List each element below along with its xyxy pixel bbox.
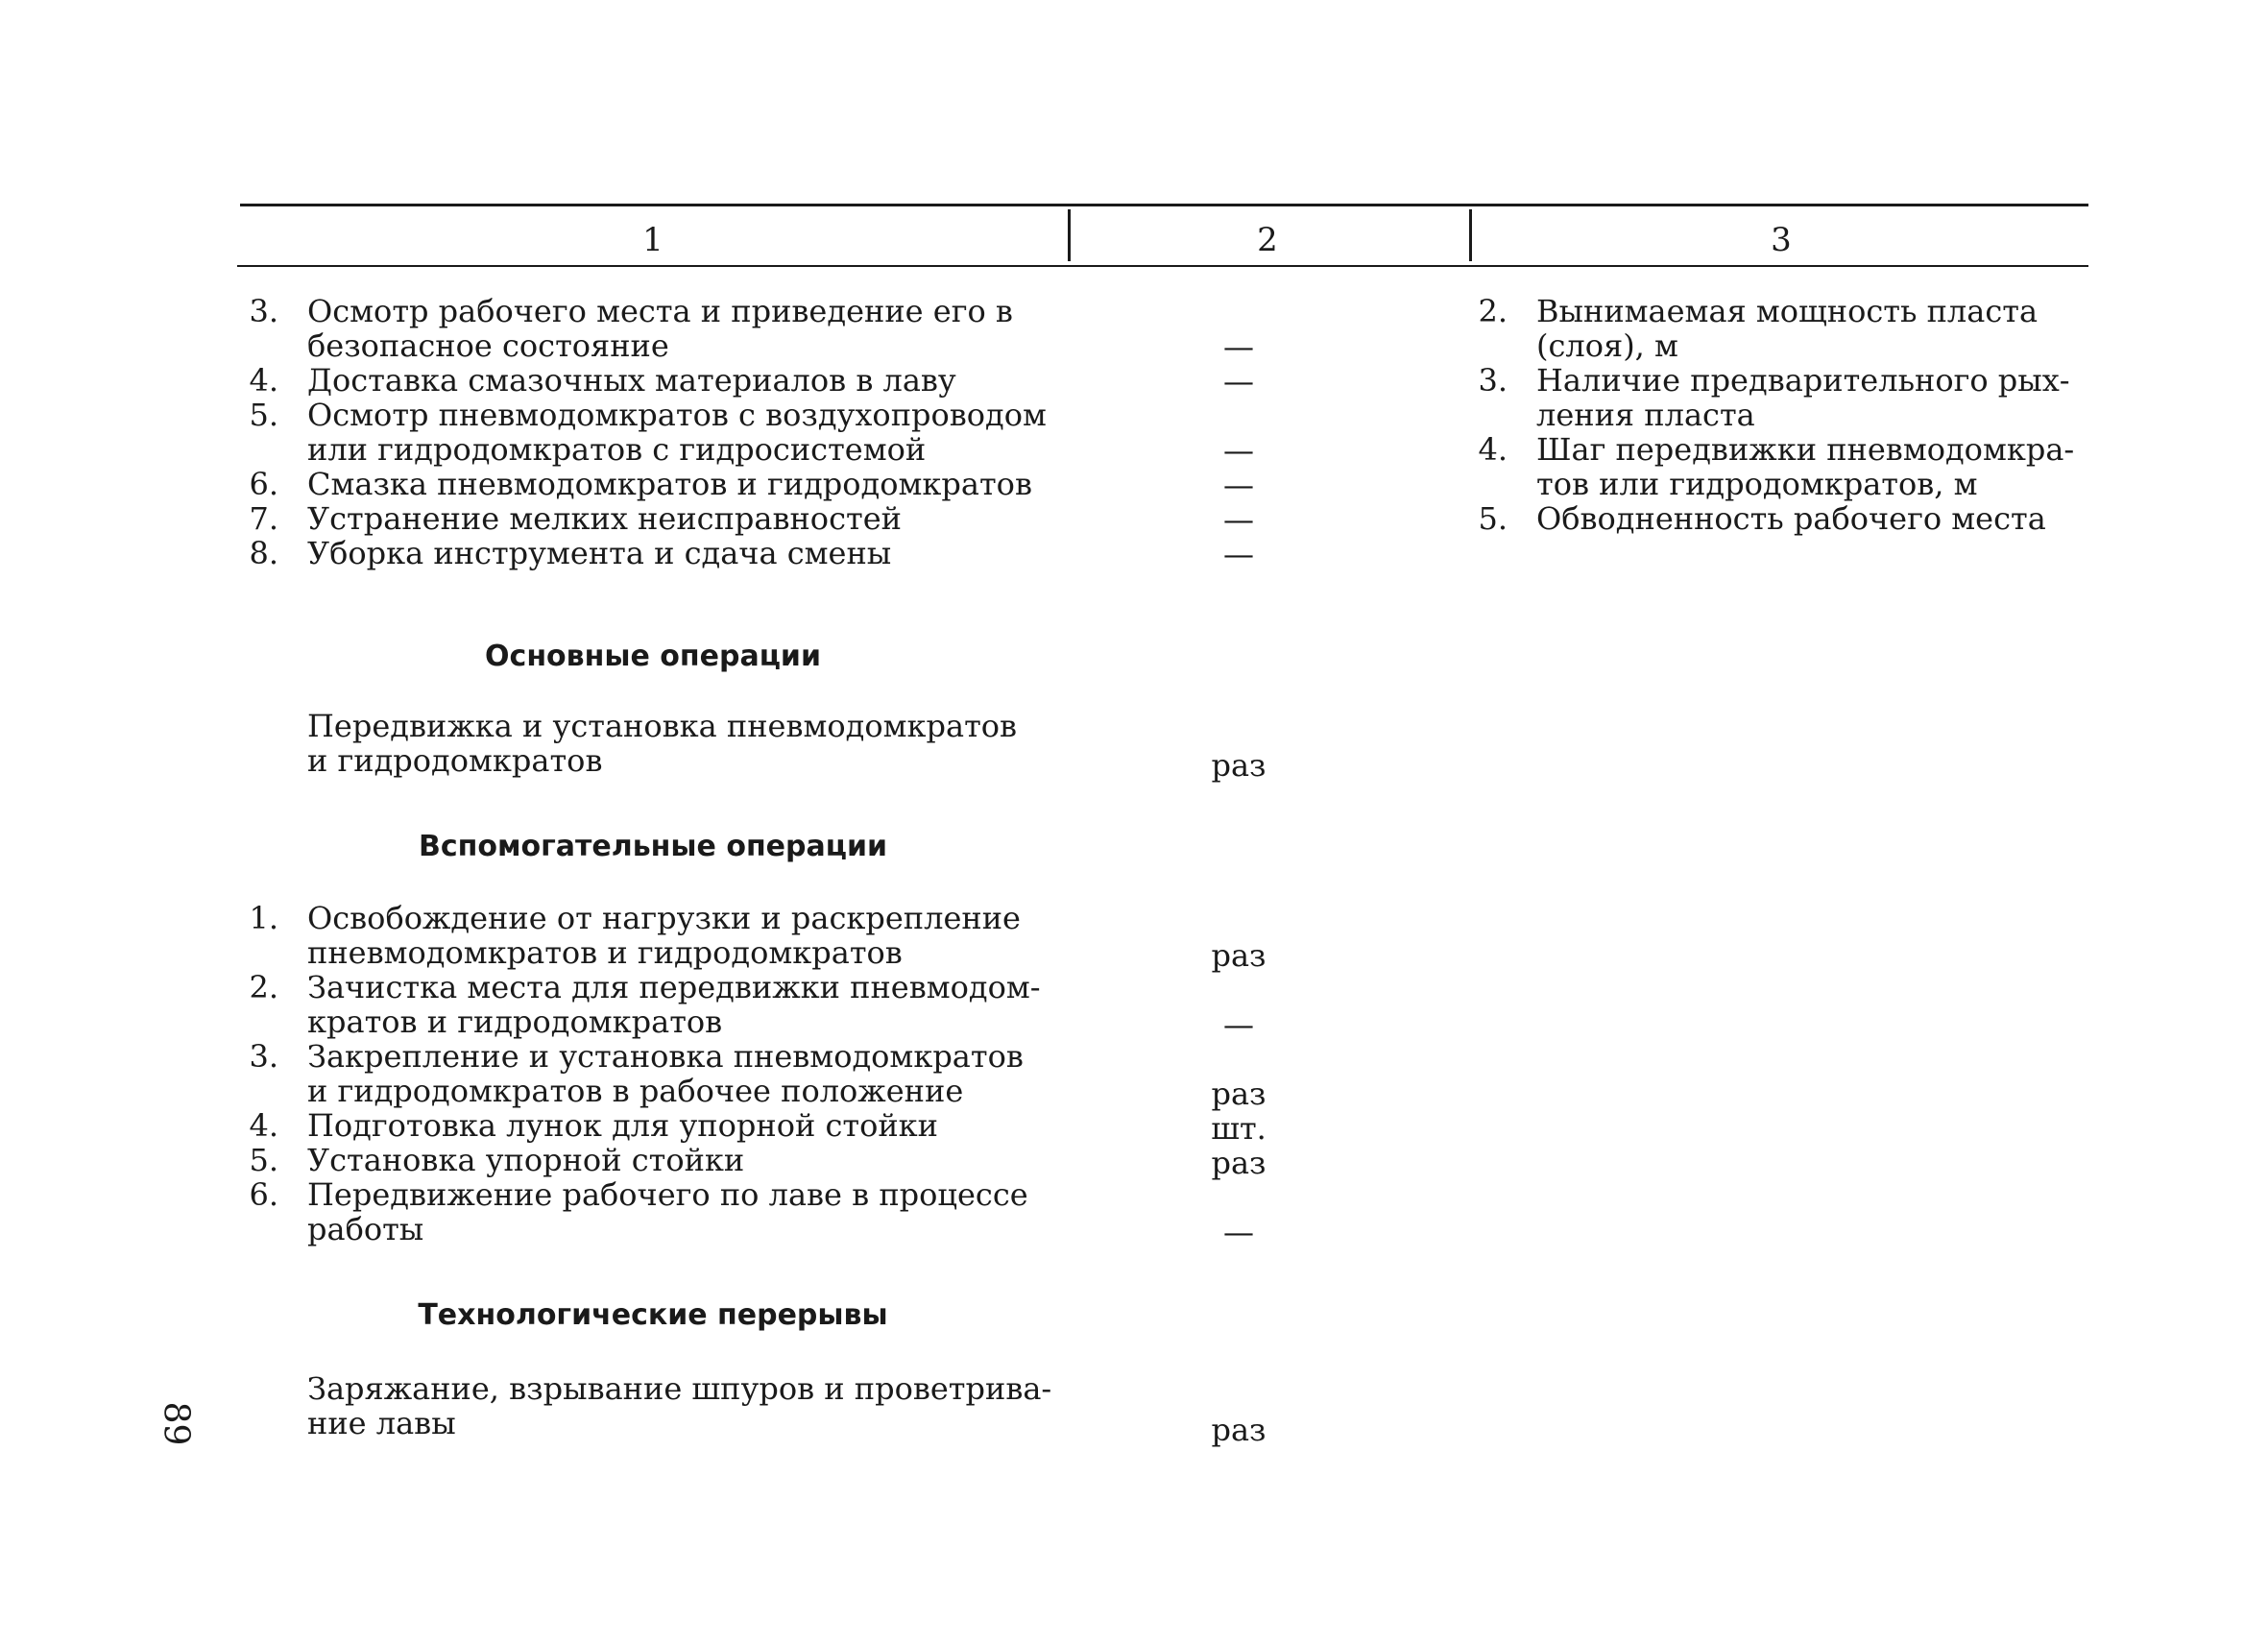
main-ops-block xyxy=(240,709,1066,778)
table-top-rule xyxy=(240,204,2088,206)
item-text-line: Закрепление и установка пневмодомкратов xyxy=(307,1038,1024,1075)
item-text-line: и гидродомкратов xyxy=(307,742,603,779)
column-header-3: 3 xyxy=(1771,221,1792,259)
list-item xyxy=(240,1371,1066,1440)
item-number: 4. xyxy=(249,1107,278,1144)
item-text-line: Осмотр рабочего места и приведение его в xyxy=(307,293,1013,329)
item-text-line: Осмотр пневмодомкратов с воздухопроводом xyxy=(307,397,1047,433)
list-item xyxy=(240,970,1066,1039)
factor-text-line: Обводненность рабочего места xyxy=(1536,500,2046,537)
factor-text-line: Вынимаемая мощность пласта xyxy=(1536,293,2039,329)
item-text-line: кратов и гидродомкратов xyxy=(307,1004,723,1040)
item-text-line: ние лавы xyxy=(307,1405,456,1441)
page-number: 89 xyxy=(156,1401,196,1446)
item-number: 5. xyxy=(249,397,278,433)
unit-cell: раз xyxy=(1211,1076,1267,1112)
unit-cell: шт. xyxy=(1211,1110,1267,1147)
unit-cell: — xyxy=(1223,536,1254,572)
list-item xyxy=(240,1108,1066,1143)
item-text-line: Передвижение рабочего по лаве в процессе xyxy=(307,1176,1028,1213)
column-header-2: 2 xyxy=(1257,221,1278,259)
list-item xyxy=(240,398,1066,467)
list-item xyxy=(240,363,1066,398)
item-number: 3. xyxy=(249,1038,278,1075)
item-text-line: Зачистка места для передвижки пневмодом- xyxy=(307,969,1041,1005)
list-item xyxy=(240,294,1066,363)
unit-cell: — xyxy=(1223,328,1254,365)
list-item xyxy=(240,536,1066,570)
unit-cell: — xyxy=(1223,501,1254,538)
factor-number: 4. xyxy=(1478,431,1508,468)
factor-text-line: ления пласта xyxy=(1536,397,1755,433)
section-heading-tech-breaks: Технологические перерывы xyxy=(418,1298,888,1332)
table-header-bottom-rule xyxy=(237,265,2088,267)
factor-item xyxy=(1469,501,2122,536)
item-text-line: Устранение мелких неисправностей xyxy=(307,500,902,537)
tech-breaks-block xyxy=(240,1371,1066,1440)
section-heading-main-ops: Основные операции xyxy=(485,640,821,673)
item-text-line: безопасное состояние xyxy=(307,327,669,364)
item-text-line: Передвижка и установка пневмодомкратов xyxy=(307,708,1018,744)
item-number: 7. xyxy=(249,500,278,537)
section-heading-aux-ops: Вспомогательные операции xyxy=(418,830,888,863)
item-number: 6. xyxy=(249,466,278,502)
item-text-line: Смазка пневмодомкратов и гидродомкратов xyxy=(307,466,1032,502)
item-text-line: Доставка смазочных материалов в лаву xyxy=(307,362,956,399)
item-number: 8. xyxy=(249,535,278,571)
list-item xyxy=(240,709,1066,778)
item-number: 5. xyxy=(249,1142,278,1178)
factors-list xyxy=(1469,294,2122,536)
factor-item xyxy=(1469,294,2122,363)
item-text-line: Заряжание, взрывание шпуров и проветрива- xyxy=(307,1370,1052,1407)
factor-item xyxy=(1469,363,2122,432)
item-number: 4. xyxy=(249,362,278,399)
list-item xyxy=(240,467,1066,501)
item-number: 2. xyxy=(249,969,278,1005)
factor-text-line: тов или гидродомкратов, м xyxy=(1536,466,1978,502)
item-text-line: Подготовка лунок для упорной стойки xyxy=(307,1107,938,1144)
preparatory-list xyxy=(240,294,1066,570)
item-number: 3. xyxy=(249,293,278,329)
unit-cell: раз xyxy=(1211,1412,1267,1448)
aux-ops-list xyxy=(240,901,1066,1246)
list-item xyxy=(240,501,1066,536)
factor-text-line: Шаг передвижки пневмодомкра- xyxy=(1536,431,2075,468)
column-divider-1 xyxy=(1068,209,1071,261)
factor-item xyxy=(1469,432,2122,501)
item-number: 1. xyxy=(249,900,278,936)
item-text-line: пневмодомкратов и гидродомкратов xyxy=(307,934,903,971)
unit-cell: — xyxy=(1223,363,1254,399)
factor-number: 2. xyxy=(1478,293,1508,329)
unit-cell: раз xyxy=(1211,937,1267,974)
item-text-line: и гидродомкратов в рабочее положение xyxy=(307,1073,964,1109)
list-item xyxy=(240,1039,1066,1108)
factor-number: 3. xyxy=(1478,362,1508,399)
list-item xyxy=(240,901,1066,970)
unit-cell: — xyxy=(1223,1006,1254,1043)
unit-cell: раз xyxy=(1211,747,1267,784)
factor-text-line: Наличие предварительного рых- xyxy=(1536,362,2070,399)
item-text-line: Уборка инструмента и сдача смены xyxy=(307,535,892,571)
unit-cell: — xyxy=(1223,432,1254,469)
unit-cell: — xyxy=(1223,1214,1254,1250)
item-text-line: Установка упорной стойки xyxy=(307,1142,745,1178)
unit-cell: — xyxy=(1223,467,1254,503)
item-text-line: или гидродомкратов с гидросистемой xyxy=(307,431,927,468)
list-item xyxy=(240,1177,1066,1246)
item-text-line: Освобождение от нагрузки и раскрепление xyxy=(307,900,1021,936)
item-text-line: работы xyxy=(307,1211,424,1247)
item-number: 6. xyxy=(249,1176,278,1213)
factor-number: 5. xyxy=(1478,500,1508,537)
column-divider-2 xyxy=(1469,209,1472,261)
unit-cell: раз xyxy=(1211,1145,1267,1181)
column-header-1: 1 xyxy=(642,221,664,259)
list-item xyxy=(240,1143,1066,1177)
factor-text-line: (слоя), м xyxy=(1536,327,1678,364)
